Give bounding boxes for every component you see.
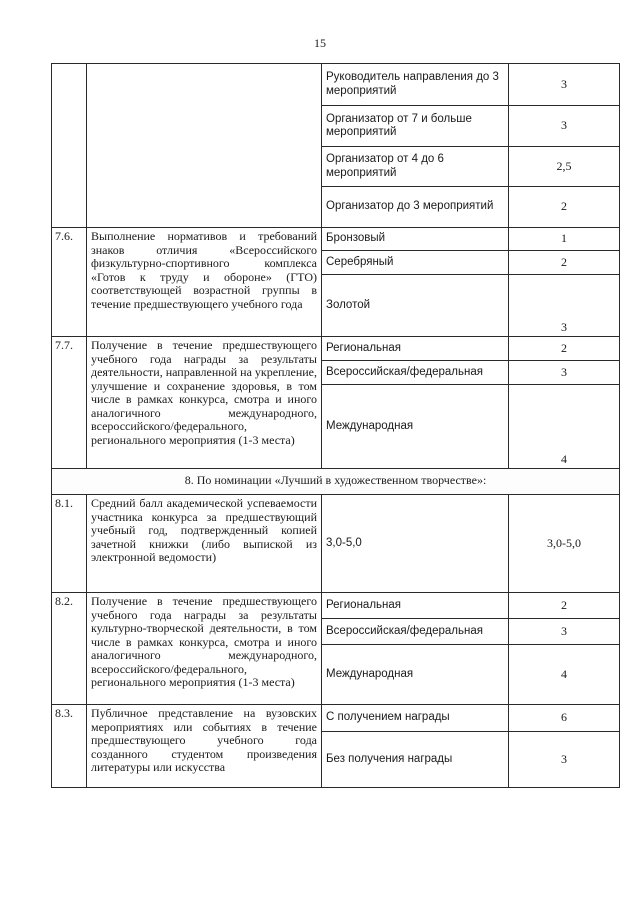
criteria-table-container — [51, 63, 620, 788]
row-number: 8.3. — [52, 705, 87, 788]
table-row — [52, 705, 620, 732]
table-row — [52, 337, 620, 361]
criterion-text: Получение в течение предшествующего учебного года награды за результаты культурно-творческой деятельности, в том числе в рамках конкурса, смотра и иного аналогичного международного, всероссийского/федерального, регионального мероприятия (1-3 места) — [87, 593, 322, 705]
score-cell: 4 — [509, 645, 620, 705]
level-label: Всероссийская/федеральная — [322, 619, 509, 645]
score-cell: 3 — [509, 619, 620, 645]
level-label: Региональная — [322, 593, 509, 619]
level-label: Без получения награды — [322, 732, 509, 788]
score-cell: 3 — [509, 732, 620, 788]
row-number: 8.2. — [52, 593, 87, 705]
row-number: 7.7. — [52, 337, 87, 469]
score-cell: 3 — [509, 64, 620, 106]
level-label: Региональная — [322, 337, 509, 361]
section-title: 8. По номинации «Лучший в художественном творчестве»: — [52, 469, 620, 495]
score-cell: 3,0-5,0 — [509, 495, 620, 593]
level-label: Золотой — [322, 275, 509, 337]
row-number: 7.6. — [52, 228, 87, 337]
table-row — [52, 228, 620, 251]
criteria-table — [51, 63, 620, 788]
level-label: Международная — [322, 645, 509, 705]
score-cell: 2 — [509, 337, 620, 361]
level-label: С получением награды — [322, 705, 509, 732]
score-cell: 2 — [509, 187, 620, 228]
criterion-cell — [87, 64, 322, 228]
level-label: Бронзовый — [322, 228, 509, 251]
row-number-cell — [52, 64, 87, 228]
score-cell: 4 — [509, 385, 620, 469]
score-cell: 2 — [509, 251, 620, 275]
table-row — [52, 593, 620, 619]
score-cell: 1 — [509, 228, 620, 251]
level-label: Всероссийская/федеральная — [322, 361, 509, 385]
score-cell: 3 — [509, 275, 620, 337]
table-row — [52, 495, 620, 593]
level-label: Серебряный — [322, 251, 509, 275]
level-label: 3,0-5,0 — [322, 495, 509, 593]
sub-criterion-cell: Организатор от 4 до 6 мероприятий — [322, 147, 509, 187]
score-cell: 3 — [509, 361, 620, 385]
page-number: 15 — [314, 36, 326, 50]
sub-criterion-cell: Руководитель направления до 3 мероприятий — [322, 64, 509, 106]
score-cell: 3 — [509, 106, 620, 147]
criterion-text: Публичное представление на вузовских мероприятиях или событиях в течение предшествующего учебного года созданного студентом произведения литературы или искусства — [87, 705, 322, 788]
score-cell: 6 — [509, 705, 620, 732]
table-row — [52, 64, 620, 106]
section-header-row — [52, 469, 620, 495]
sub-criterion-cell: Организатор до 3 мероприятий — [322, 187, 509, 228]
score-cell: 2,5 — [509, 147, 620, 187]
level-label: Международная — [322, 385, 509, 469]
score-cell: 2 — [509, 593, 620, 619]
criterion-text: Выполнение нормативов и требований знаков отличия «Всероссийского физкультурно-спортивного комплекса «Готов к труду и обороне» (ГТО) соответствующей возрастной группы в течение предшествующего учебного года — [87, 228, 322, 337]
row-number: 8.1. — [52, 495, 87, 593]
sub-criterion-cell: Организатор от 7 и больше мероприятий — [322, 106, 509, 147]
criterion-text: Средний балл академической успеваемости участника конкурса за предшествующий учебный год, подтвержденный копией зачетной книжки (либо выпиской из электронной ведомости) — [87, 495, 322, 593]
criterion-text: Получение в течение предшествующего учебного года награды за результаты деятельности, направленной на укрепление, улучшение и сохранение здоровья, в том числе в рамках конкурса, смотра и иного аналогичного международного, всероссийского/федерального, регионального мероприятия (1-3 места) — [87, 337, 322, 469]
